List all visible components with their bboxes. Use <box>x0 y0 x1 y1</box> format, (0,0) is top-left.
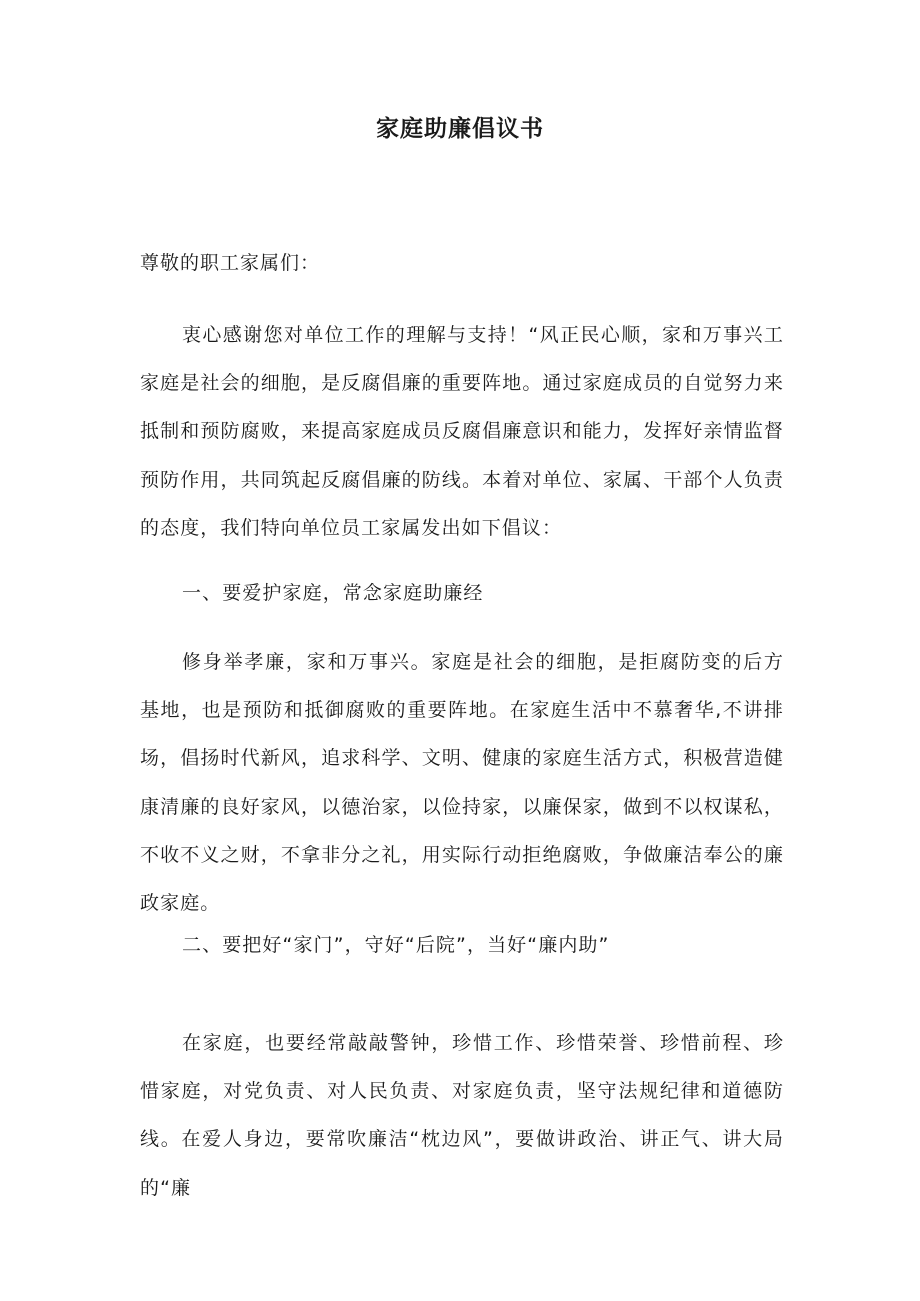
paragraph-intro: 衷心感谢您对单位工作的理解与支持！“风正民心顺，家和万事兴工家庭是社会的细胞，是反腐倡廉的重要阵地。通过家庭成员的自觉努力来抵制和预防腐败，来提高家庭成员反腐倡廉意识和能力，发挥好亲情监督预防作用，共同筑起反腐倡廉的防线。本着对单位、家属、干部个人负责的态度，我们特向单位员工家属发出如下倡议： <box>140 324 784 539</box>
section-heading-1: 一、要爱护家庭，常念家庭助廉经 <box>182 582 484 604</box>
document-title: 家庭助廉倡议书 <box>376 116 544 142</box>
paragraph-section-2: 在家庭，也要经常敲敲警钟，珍惜工作、珍惜荣誉、珍惜前程、珍惜家庭，对党负责、对人民负责、对家庭负责，坚守法规纪律和道德防线。在爱人身边，要常吹廉洁“枕边风”，要做讲政治、讲正气、讲大局的“廉 <box>140 1032 784 1199</box>
salutation: 尊敬的职工家属们： <box>140 252 321 274</box>
section-heading-2: 二、要把好“家门”，守好“后院”，当好“廉内助” <box>182 934 610 956</box>
paragraph-section-1: 修身举孝廉，家和万事兴。家庭是社会的细胞，是拒腐防变的后方基地，也是预防和抵御腐败的重要阵地。在家庭生活中不慕奢华,不讲排场，倡扬时代新风，追求科学、文明、健康的家庭生活方式，积极营造健康清廉的良好家风，以德治家，以俭持家，以廉保家，做到不以权谋私，不收不义之财，不拿非分之礼，用实际行动拒绝腐败，争做廉洁奉公的廉政家庭。 <box>140 651 784 915</box>
